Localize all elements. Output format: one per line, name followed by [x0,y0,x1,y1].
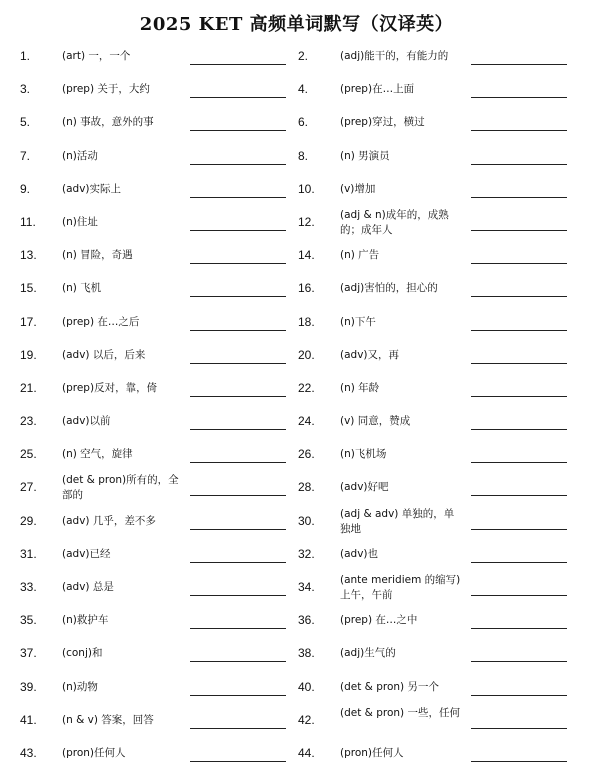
answer-blank[interactable] [471,462,567,463]
worksheet-row [0,40,593,73]
answer-blank[interactable] [471,263,567,264]
vocab-item [296,737,593,770]
item-number: 33. [20,580,37,594]
vocab-item [296,106,593,139]
item-clue: (adv)以前 [62,415,111,428]
item-clue: (prep)在…上面 [340,83,415,96]
item-clue: (v)增加 [340,182,376,195]
item-number: 26. [298,447,315,462]
answer-blank[interactable] [190,562,286,563]
vocab-item [296,438,593,471]
vocab-item [0,106,296,139]
vocab-item [296,505,593,538]
vocab-item [0,704,296,737]
item-clue: (prep) 在…之中 [340,614,418,627]
answer-blank[interactable] [190,64,286,65]
item-clue: (pron)任何人 [62,746,126,759]
item-clue: (adv) 总是 [62,581,114,593]
answer-blank[interactable] [471,661,567,662]
answer-blank[interactable] [190,97,286,98]
item-number: 12. [298,214,315,229]
answer-blank[interactable] [190,529,286,530]
item-clue: (n) 事故，意外的事 [62,116,154,129]
answer-blank[interactable] [190,761,286,762]
answer-blank[interactable] [190,695,286,696]
item-number: 44. [298,745,315,760]
vocab-item [0,737,296,770]
vocab-item [0,73,296,106]
item-number: 9. [20,181,31,196]
answer-blank[interactable] [190,296,286,297]
answer-blank[interactable] [190,363,286,364]
vocab-item [0,671,296,704]
item-number: 41. [20,712,37,727]
item-number: 14. [298,248,315,263]
vocab-item [296,604,593,637]
item-clue: (n)救护车 [62,614,109,627]
item-number: 24. [298,414,315,429]
item-number: 25. [20,447,37,462]
answer-blank[interactable] [190,330,286,331]
answer-blank[interactable] [471,296,567,297]
item-clue: (n) 空气，旋律 [62,448,133,461]
item-clue: (adv)实际上 [62,182,122,195]
vocab-item [296,471,593,504]
vocab-item [296,571,593,604]
item-clue: (v) 同意，赞成 [340,415,411,428]
answer-blank[interactable] [471,64,567,65]
item-clue: (conj)和 [62,647,103,660]
item-number: 20. [298,347,315,362]
vocab-item [296,671,593,704]
vocab-item [0,306,296,339]
answer-blank[interactable] [190,628,286,629]
item-clue: (n)动物 [62,680,98,693]
item-number: 18. [298,314,315,329]
vocab-item [296,173,593,206]
vocab-item [0,604,296,637]
answer-blank[interactable] [190,396,286,397]
worksheet-row [0,405,593,438]
worksheet-row [0,106,593,139]
item-clue: (n)活动 [62,149,98,162]
answer-blank[interactable] [190,197,286,198]
item-clue: (art) 一，一个 [62,50,131,62]
vocab-item [0,637,296,670]
worksheet-row [0,704,593,737]
answer-blank[interactable] [190,230,286,231]
vocab-item [296,40,593,73]
item-number: 40. [298,679,315,694]
worksheet-row [0,671,593,704]
answer-blank[interactable] [471,429,567,430]
vocab-item [296,637,593,670]
item-clue: (adj)能干的，有能力的 [340,50,449,62]
vocab-item [0,239,296,272]
item-number: 27. [20,480,37,495]
item-number: 17. [20,314,37,329]
vocab-item [296,73,593,106]
item-clue: (ante meridiem 的缩写)上午，午前 [340,574,461,601]
answer-blank[interactable] [471,595,567,596]
vocab-item [296,704,593,737]
item-clue: (n) 男演员 [340,149,390,162]
answer-blank[interactable] [471,330,567,331]
item-number: 8. [298,148,309,163]
item-number: 19. [20,347,37,362]
vocab-item [0,405,296,438]
vocab-item [0,272,296,305]
item-number: 13. [20,248,37,263]
item-clue: (n)飞机场 [340,448,387,461]
worksheet-row [0,73,593,106]
answer-blank[interactable] [471,628,567,629]
item-number: 5. [20,115,31,130]
worksheet-grid [0,40,593,770]
answer-blank[interactable] [471,164,567,165]
worksheet-row [0,173,593,206]
vocab-item [296,372,593,405]
vocab-item [0,173,296,206]
item-clue: (adv) 以后，后来 [62,348,146,361]
answer-blank[interactable] [190,728,286,729]
answer-blank[interactable] [471,363,567,364]
vocab-item [296,272,593,305]
item-clue: (pron)任何人 [340,746,404,759]
item-number: 2. [298,49,309,63]
item-clue: (adj & n)成年的，成熟的；成年人 [340,208,449,236]
item-clue: (det & pron)所有的，全部的 [62,474,179,502]
item-clue: (det & pron) 另一个 [340,680,439,693]
item-number: 4. [298,82,309,97]
vocab-item [0,471,296,504]
answer-blank[interactable] [471,529,567,530]
answer-blank[interactable] [190,462,286,463]
item-number: 16. [298,281,315,296]
item-clue: (n)住址 [62,215,98,228]
item-number: 28. [298,480,315,495]
vocab-item [0,571,296,604]
item-clue: (prep) 关于，大约 [62,83,150,96]
item-number: 34. [298,580,315,594]
answer-blank[interactable] [471,728,567,729]
answer-blank[interactable] [471,97,567,98]
item-number: 22. [298,380,315,395]
item-clue: (prep)反对，靠，倚 [62,381,158,394]
vocab-item [0,40,296,73]
item-number: 31. [20,546,37,561]
item-number: 36. [298,613,315,628]
worksheet-row [0,272,593,305]
worksheet-row [0,372,593,405]
item-clue: (n) 年龄 [340,381,380,394]
vocab-item [296,538,593,571]
item-number: 35. [20,613,37,628]
item-number: 11. [20,214,36,229]
item-clue: (adv)也 [340,547,379,560]
item-clue: (adj & adv) 单独的，单独地 [340,507,455,535]
worksheet-row [0,339,593,372]
worksheet-row [0,505,593,538]
answer-blank[interactable] [190,495,286,496]
item-number: 1. [20,49,31,63]
item-clue: (adv)已经 [62,547,111,560]
worksheet-row [0,604,593,637]
item-clue: (n & v) 答案，回答 [62,713,154,726]
item-number: 21. [20,380,37,395]
item-number: 7. [20,148,31,163]
item-clue: (n)下午 [340,315,376,328]
item-clue: (adv)又，再 [340,348,400,361]
item-number: 30. [298,513,315,528]
answer-blank[interactable] [471,695,567,696]
vocab-item [0,140,296,173]
worksheet-row [0,306,593,339]
vocab-item [296,306,593,339]
answer-blank[interactable] [471,230,567,231]
vocab-item [296,239,593,272]
item-clue: (prep) 在…之后 [62,315,140,328]
item-number: 15. [20,281,37,296]
worksheet-row [0,737,593,770]
answer-blank[interactable] [190,429,286,430]
item-number: 42. [298,712,315,727]
item-clue: (n) 飞机 [62,282,102,295]
item-clue: (adv)好吧 [340,481,389,494]
answer-blank[interactable] [190,263,286,264]
answer-blank[interactable] [471,761,567,762]
answer-blank[interactable] [471,130,567,131]
item-clue: (adv) 几乎，差不多 [62,514,156,527]
item-clue: (n) 冒险，奇遇 [62,249,133,262]
worksheet-row [0,239,593,272]
worksheet-row [0,206,593,239]
item-number: 10. [298,181,315,196]
answer-blank[interactable] [190,164,286,165]
item-number: 6. [298,115,309,130]
item-number: 29. [20,513,37,528]
vocab-item [296,405,593,438]
answer-blank[interactable] [471,197,567,198]
vocab-item [296,339,593,372]
item-number: 43. [20,745,37,760]
item-clue: (prep)穿过，横过 [340,116,425,129]
worksheet-row [0,637,593,670]
item-number: 37. [20,646,37,661]
item-number: 38. [298,646,315,661]
item-clue: (n) 广告 [340,249,380,262]
vocab-item [0,372,296,405]
vocab-item [0,505,296,538]
vocab-item [296,140,593,173]
worksheet-row [0,438,593,471]
vocab-item [0,438,296,471]
vocab-item [296,206,593,239]
worksheet-row [0,571,593,604]
item-number: 3. [20,82,31,97]
answer-blank[interactable] [471,495,567,496]
worksheet-row [0,140,593,173]
answer-blank[interactable] [471,396,567,397]
item-number: 23. [20,414,37,429]
item-number: 32. [298,546,315,561]
answer-blank[interactable] [190,130,286,131]
worksheet-row [0,538,593,571]
worksheet-row [0,471,593,504]
answer-blank[interactable] [190,661,286,662]
answer-blank[interactable] [471,562,567,563]
vocab-item [0,339,296,372]
item-clue: (adj)害怕的，担心的 [340,282,438,295]
item-clue: (det & pron) 一些，任何 [340,706,460,719]
answer-blank[interactable] [190,595,286,596]
vocab-item [0,538,296,571]
vocab-item [0,206,296,239]
page-title: 2025 KET 高频单词默写（汉译英） [139,14,454,35]
item-clue: (adj)生气的 [340,647,396,660]
item-number: 39. [20,679,37,694]
